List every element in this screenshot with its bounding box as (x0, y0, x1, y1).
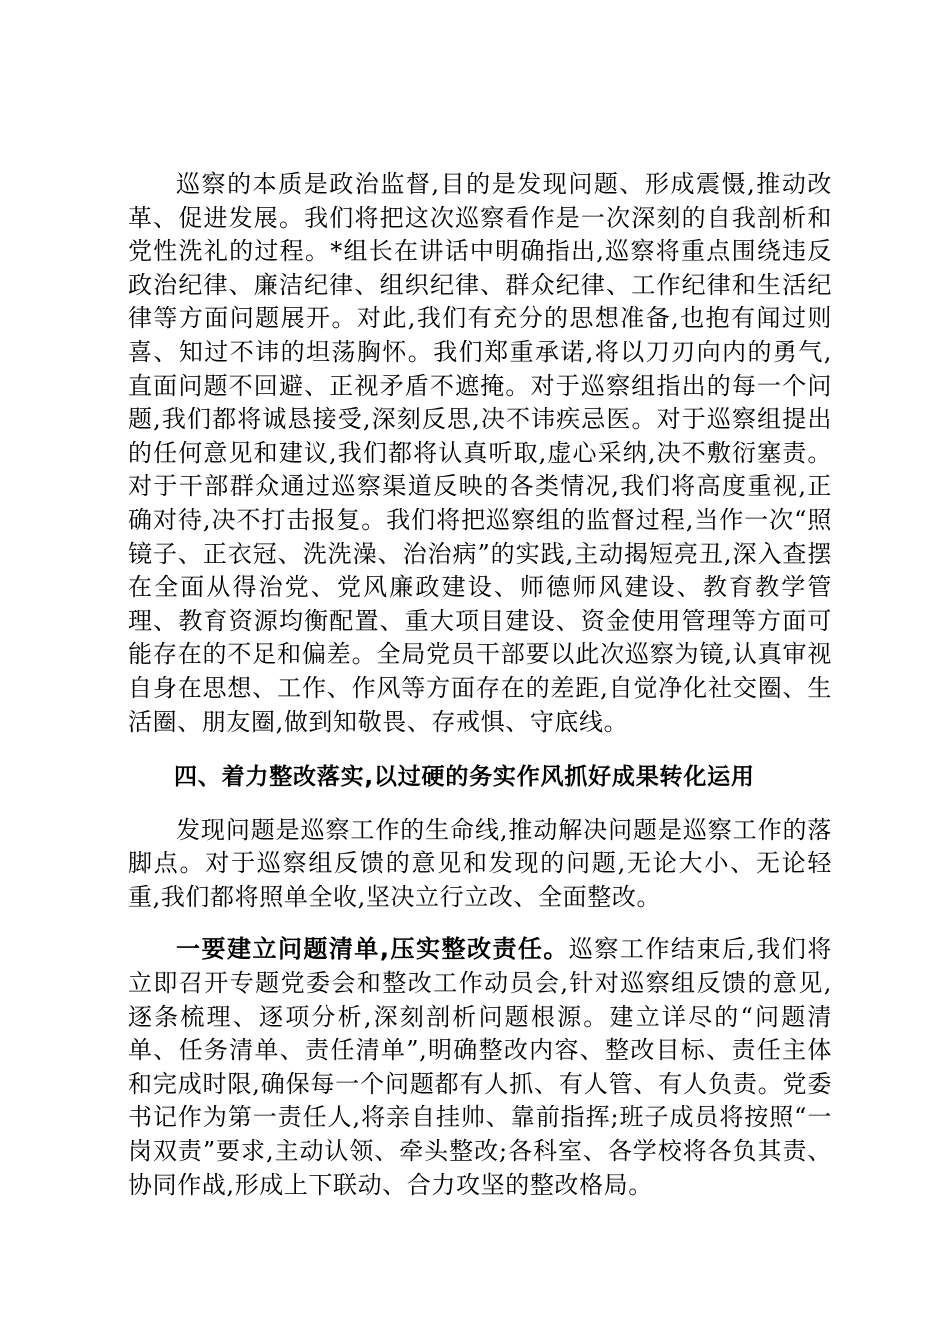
paragraph-inspection-nature: 巡察的本质是政治监督,目的是发现问题、形成震慑,推动改革、促进发展。我们将把这次巡察看作是一次深刻的自我剖析和党性洗礼的过程。*组长在讲话中明确指出,巡察将重点围绕违反政治纪律、廉洁纪律、组织纪律、群众纪律、工作纪律和生活纪律等方面问题展开。对此,我们有充分的思想准备,也抱有闻过则喜、知过不讳的坦荡胸怀。我们郑重承诺,将以刀刃向内的勇气,直面问题不回避、正视矛盾不遮掩。对于巡察组指出的每一个问题,我们都将诚恳接受,深刻反思,决不讳疾忌医。对于巡察组提出的任何意见和建议,我们都将认真听取,虚心采纳,决不敷衍塞责。对于干部群众通过巡察渠道反映的各类情况,我们将高度重视,正确对待,决不打击报复。我们将把巡察组的监督过程,当作一次“照镜子、正衣冠、洗洗澡、治治病”的实践,主动揭短亮丑,深入查摆在全面从得治党、党风廉政建设、师德师风建设、教育教学管理、教育资源均衡配置、重大项目建设、资金使用管理等方面可能存在的不足和偏差。全局党员干部要以此次巡察为镜,认真审视自身在思想、工作、作风等方面存在的差距,自觉净化社交圈、生活圈、朋友圈,做到知敬畏、存戒惧、守底线。 (128, 170, 832, 736)
document-body (128, 168, 832, 1202)
paragraph-rectification-intro: 发现问题是巡察工作的生命线,推动解决问题是巡察工作的落脚点。对于巡察组反馈的意见和发现的问题,无论大小、无论轻重,我们都将照单全收,坚决立行立改、全面整改。 (128, 815, 832, 911)
section-heading-4: 四、着力整改落实,以过硬的务实作风抓好成果转化运用 (174, 764, 755, 791)
paragraph-body-text: 巡察工作结束后,我们将立即召开专题党委会和整改工作动员会,针对巡察组反馈的意见,逐条梳理、逐项分析,深刻剖析问题根源。建立详尽的“问题清单、任务清单、责任清单”,明确整改内容、整改目标、责任主体和完成时限,确保每一个问题都有人抓、有人管、有人负责。党委书记作为第一责任人,将亲自挂帅、靠前指挥;班子成员将按照“一岗双责”要求,主动认领、牵头整改;各科室、各学校将各负其责、协同作战,形成上下联动、合力攻坚的整改格局。 (128, 935, 832, 1199)
paragraph-problem-list (128, 933, 832, 1202)
paragraph-lead-text: 一要建立问题清单,压实整改责任。 (176, 935, 569, 964)
